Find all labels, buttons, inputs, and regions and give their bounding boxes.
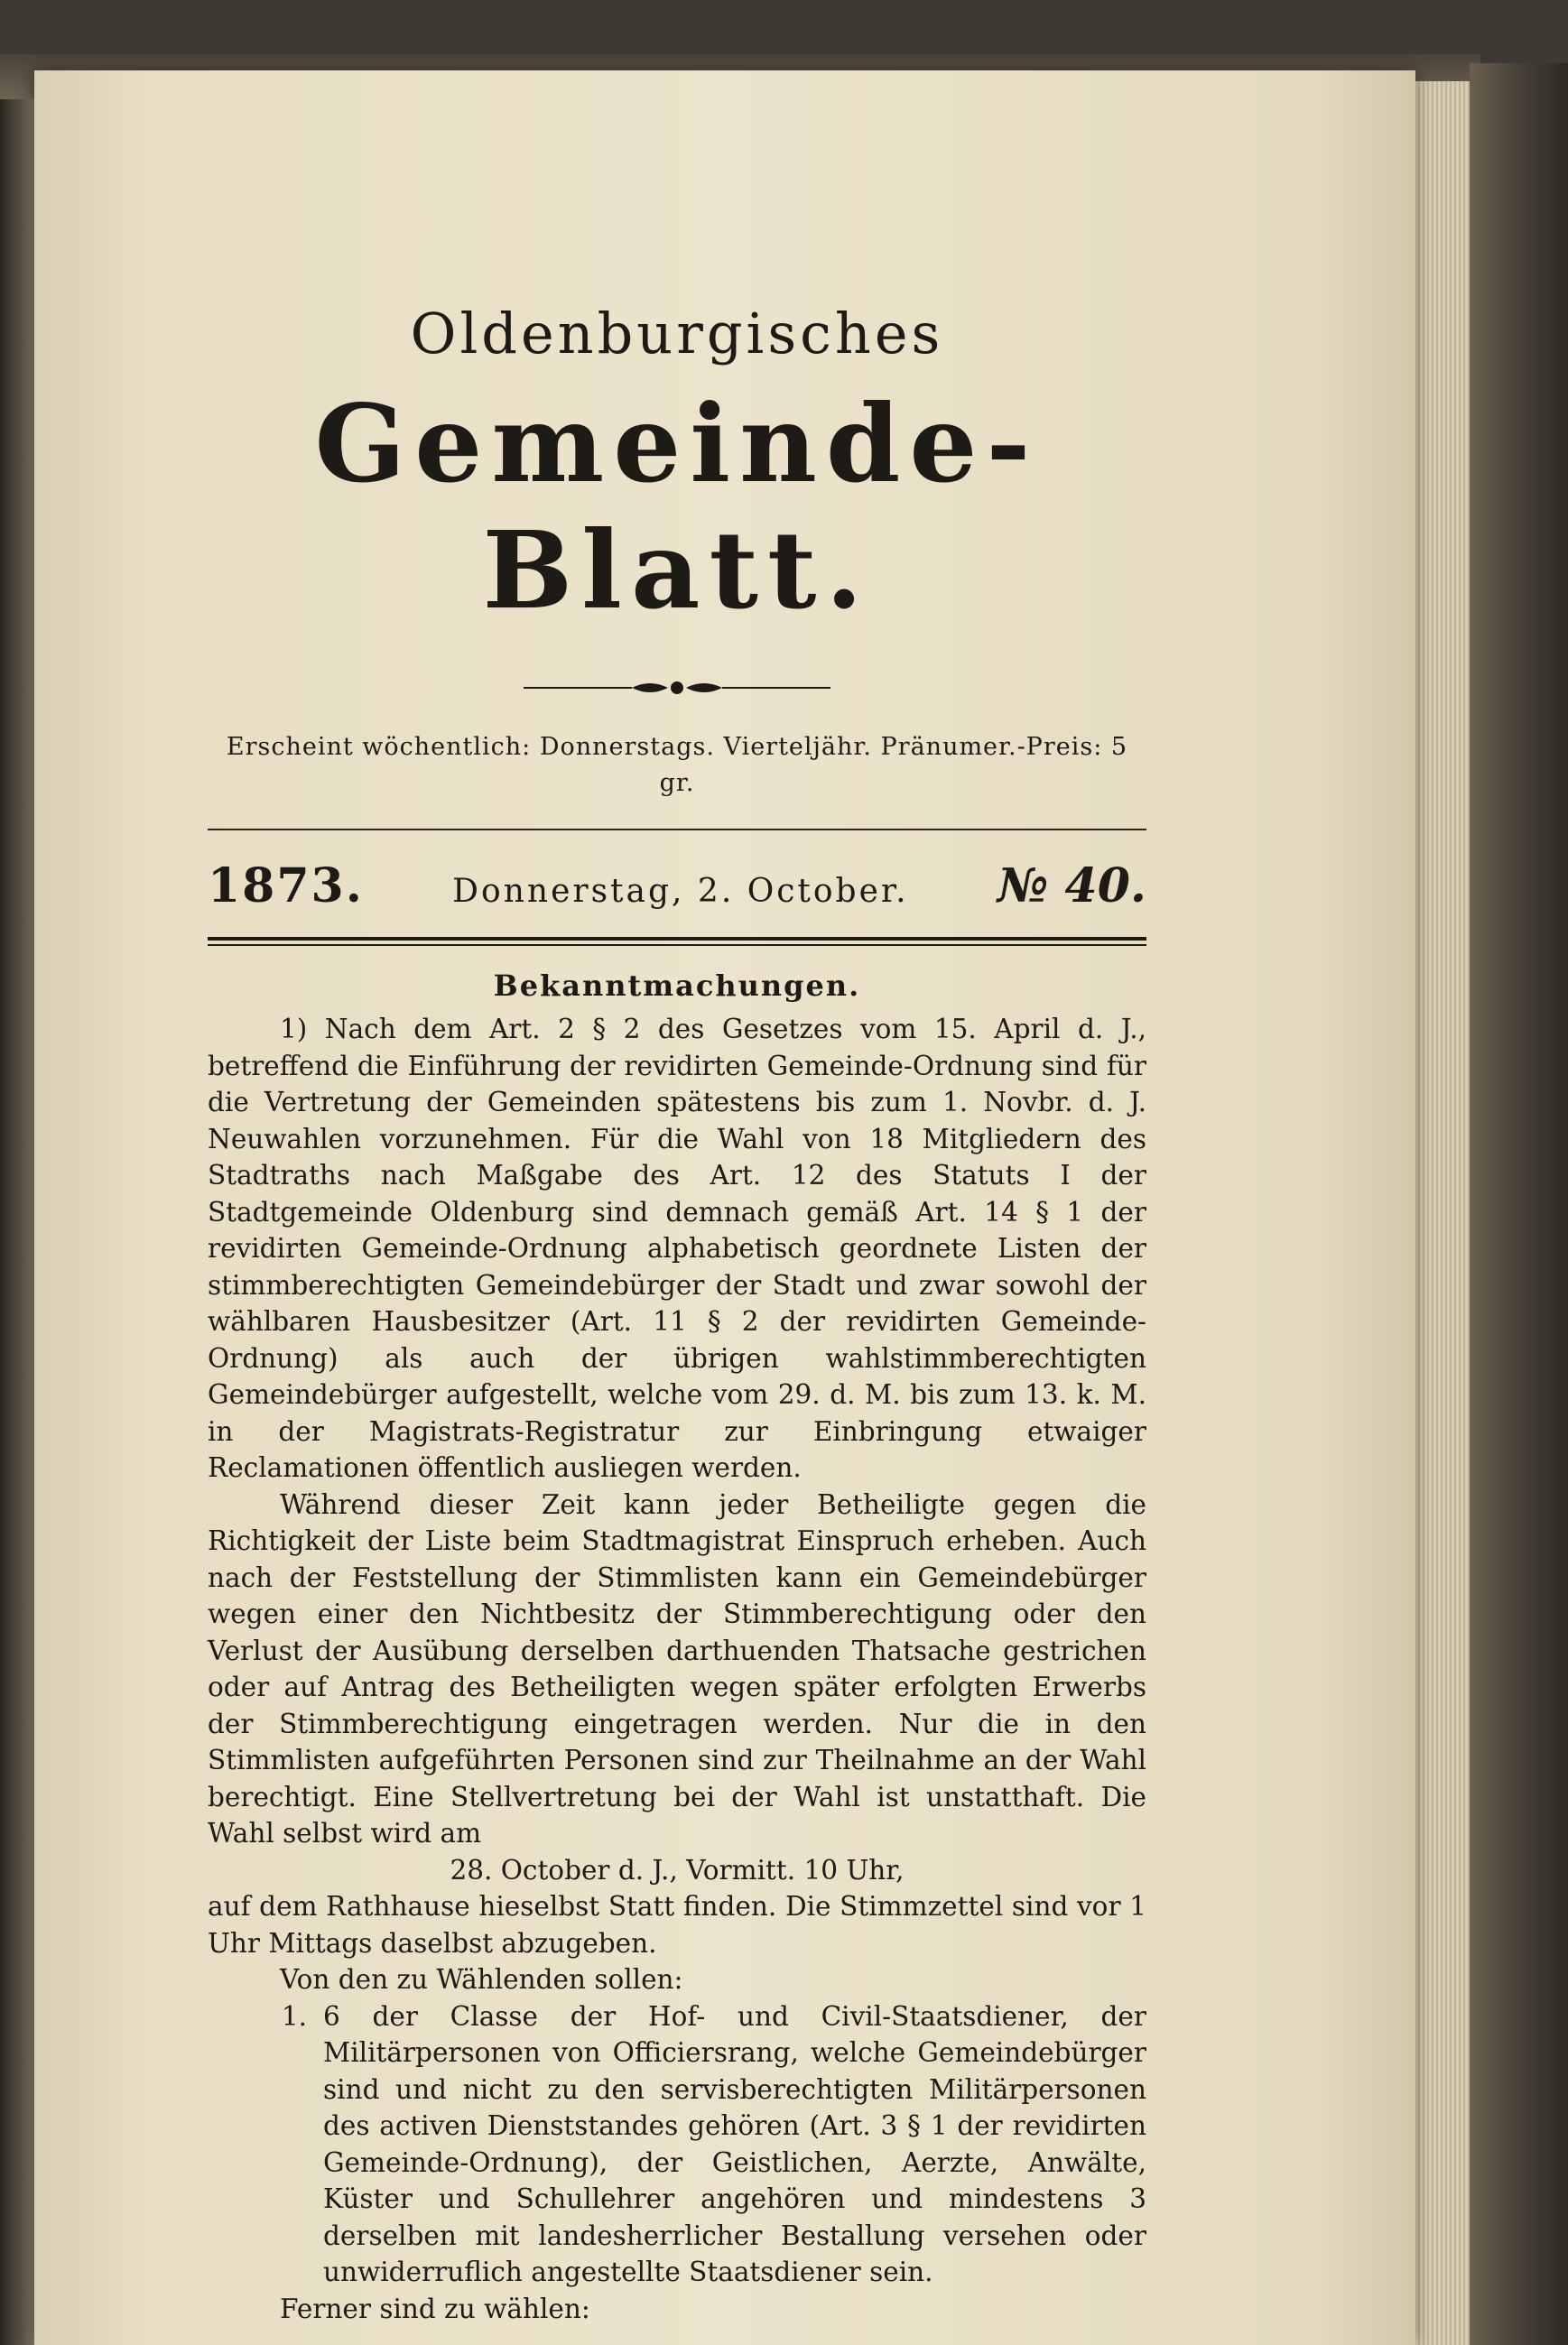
closing-line: Ferner sind zu wählen:: [280, 2293, 590, 2324]
ornament-flourish-icon: [524, 677, 830, 699]
rule-thin: [208, 829, 1146, 830]
election-date: 28. October d. J., Vormitt. 10 Uhr,: [450, 1854, 905, 1886]
list-item-number: 1.: [281, 2000, 307, 2032]
book-binding-left: [0, 54, 36, 2345]
book-spine-right: [1470, 63, 1568, 2345]
article-body: [208, 1011, 1146, 2327]
ornament-divider: [208, 677, 1146, 699]
paragraph-2: Während dieser Zeit kann jeder Betheiligte gegen die Richtigkeit der Liste beim Stadtmagistrat Einspruch erheben. Auch nach der Feststellung der Stimmlisten kann ein Gemeindebürger wegen einer den Nichtbesitz der Stimmberechtigung oder den Verlust der Ausübung derselben darthuenden Thatsache gestrichen oder auf Antrag des Betheiligten wegen später erfolgten Erwerbs der Stimmberechtigung eingetragen werden. Nur die in den Stimmlisten aufgeführten Personen sind zur Theilnahme an der Wahl berechtigt. Eine Stellvertretung bei der Wahl ist unstatthaft. Die Wahl selbst wird am: [208, 1488, 1146, 1849]
subtitle: Erscheint wöchentlich: Donnerstags. Vierteljähr. Pränumer.-Preis: 5 gr.: [226, 733, 1128, 797]
list-item-text: 6 der Classe der Hof- und Civil-Staatsdiener, der Militärpersonen von Officiersrang, welche Gemeindebürger sind und nicht zu den servisberechtigten Militärpersonen des activen Dienststandes gehören (Art. 3 § 1 der revidirten Gemeinde-Ordnung), der Geistlichen, Aerzte, Anwälte, Küster und Schullehrer angehören und mindestens 3 derselben mit landesherrlicher Bestallung versehen oder unwiderruflich angestellte Staatsdiener sein.: [323, 2000, 1146, 2287]
issue-year: 1873.: [208, 858, 364, 913]
section-title: Bekanntmachungen.: [493, 969, 861, 1003]
issue-number: № 40.: [997, 858, 1146, 913]
rule-double: [208, 937, 1146, 946]
issue-date: Donnerstag, 2. October.: [452, 873, 909, 910]
masthead-line-1: Oldenburgisches: [410, 301, 944, 366]
page-content: [208, 298, 1146, 2327]
paragraph-1: 1) Nach dem Art. 2 § 2 des Gesetzes vom 15. April d. J., betreffend die Einführung der revidirten Gemeinde-Ordnung sind für die Vertretung der Gemeinden spätestens bis zum 1. Novbr. d. J. Neuwahlen vorzunehmen. Für die Wahl von 18 Mitgliedern des Stadtraths nach Maßgabe des Art. 12 des Statuts I der Stadtgemeinde Oldenburg sind demnach gemäß Art. 14 § 1 der revidirten Gemeinde-Ordnung alphabetisch geordnete Listen der stimmberechtigten Gemeindebürger der Stadt und zwar sowohl der wählbaren Hausbesitzer (Art. 11 § 2 der revidirten Gemeinde-Ordnung) als auch der übrigen wahlstimmberechtigten Gemeindebürger aufgestellt, welche vom 29. d. M. bis zum 13. k. M. in der Magistrats-Registratur zur Einbringung etwaiger Reclamationen öffentlich ausliegen werden.: [208, 1014, 1146, 1483]
dateline: [208, 857, 1146, 921]
page-edges: [1415, 81, 1470, 2345]
masthead-title: Gemeinde-Blatt.: [314, 381, 1040, 633]
paragraph-after-date: auf dem Rathhause hieselbst Statt finden. Die Stimmzettel sind vor 1 Uhr Mittags daselbst abzugeben.: [208, 1891, 1146, 1959]
list-item: [208, 1998, 1146, 2291]
list-intro: Von den zu Wählenden sollen:: [280, 1964, 683, 1995]
